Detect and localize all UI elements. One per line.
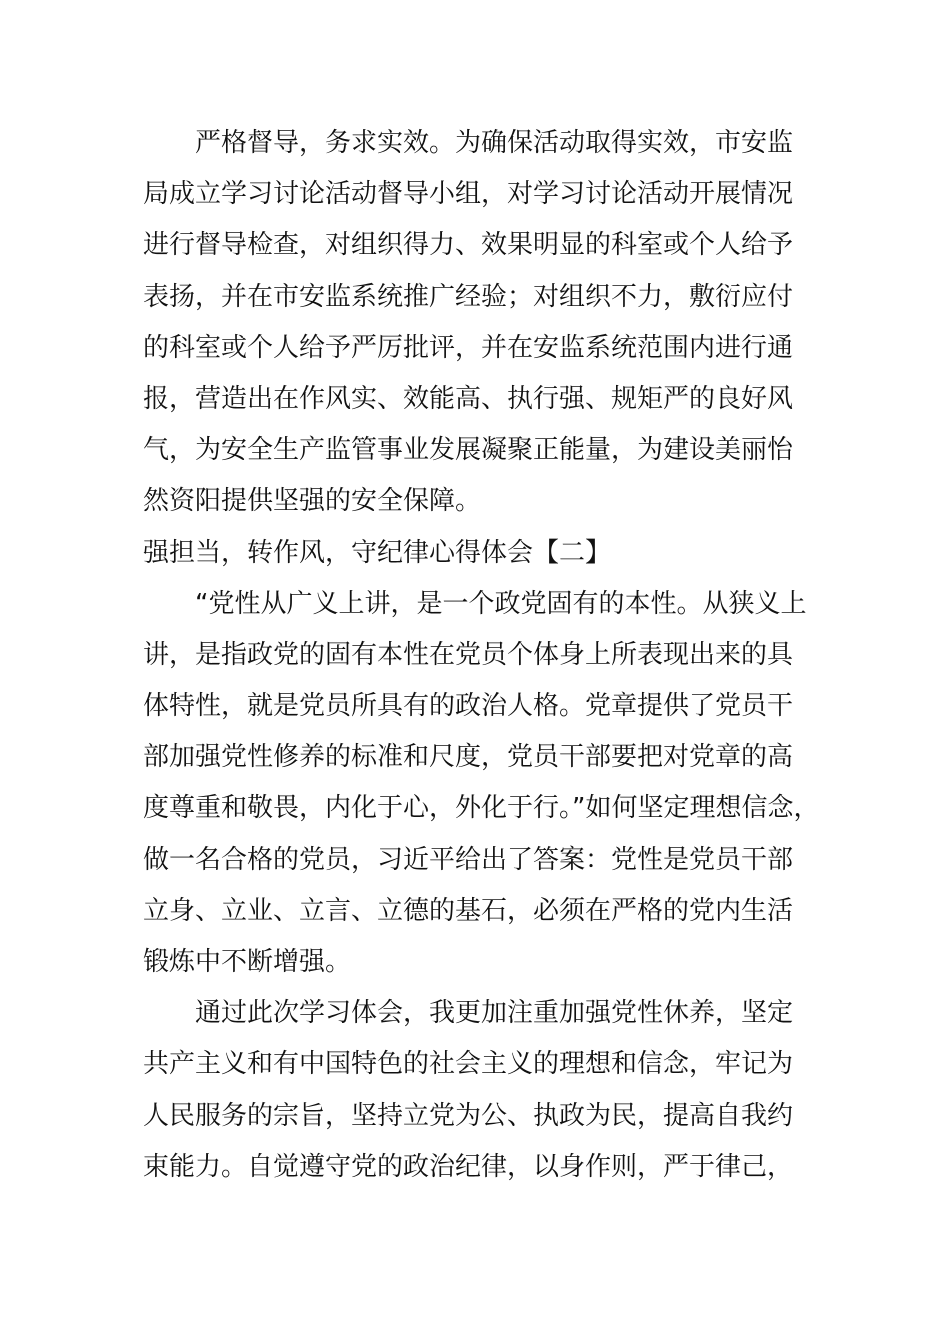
text-line: 进行督导检查，对组织得力、效果明显的科室或个人给予	[143, 230, 794, 261]
text-line: 束能力。自觉遵守党的政治纪律，以身作则，严于律己，	[143, 1151, 794, 1182]
section-heading	[143, 528, 823, 579]
paragraph-strict-supervision	[143, 118, 823, 528]
text-line: 通过此次学习体会，我更加注重加强党性休养，坚定	[195, 998, 794, 1029]
text-line: 然资阳提供坚强的安全保障。	[143, 486, 482, 517]
text-line: 部加强党性修养的标准和尺度，党员干部要把对党章的高	[143, 742, 794, 773]
text-line: 局成立学习讨论活动督导小组，对学习讨论活动开展情况	[143, 179, 794, 210]
paragraph-study-reflection	[143, 988, 823, 1193]
text-line: 报，营造出在作风实、效能高、执行强、规矩严的良好风	[143, 383, 794, 414]
text-line: 的科室或个人给予严厉批评，并在安监系统范围内进行通	[143, 332, 794, 363]
text-line: 严格督导，务求实效。为确保活动取得实效，市安监	[195, 128, 794, 158]
text-line: 共产主义和有中国特色的社会主义的理想和信念，牢记为	[143, 1049, 794, 1080]
document-body	[143, 118, 823, 1193]
text-line: 体特性，就是党员所具有的政治人格。党章提供了党员干	[143, 691, 794, 722]
text-line: “党性从广义上讲，是一个政党固有的本性。从狭义上	[195, 588, 807, 619]
text-line: 锻炼中不断增强。	[143, 947, 352, 977]
text-line: 表扬，并在市安监系统推广经验；对组织不力，敷衍应付	[143, 281, 794, 312]
text-line: 人民服务的宗旨，坚持立党为公、执政为民，提高自我约	[143, 1100, 794, 1131]
paragraph-party-spirit-quote	[143, 579, 823, 989]
section-heading-text: 强担当，转作风，守纪律心得体会【二】	[143, 537, 612, 568]
text-line: 做一名合格的党员，习近平给出了答案：党性是党员干部	[143, 844, 794, 875]
text-line: 气，为安全生产监管事业发展凝聚正能量，为建设美丽怡	[143, 435, 794, 466]
text-line: 立身、立业、立言、立德的基石，必须在严格的党内生活	[143, 895, 794, 926]
text-line: 讲，是指政党的固有本性在党员个体身上所表现出来的具	[143, 639, 794, 670]
text-line: 度尊重和敬畏，内化于心，外化于行。”如何坚定理想信念，	[143, 793, 820, 824]
